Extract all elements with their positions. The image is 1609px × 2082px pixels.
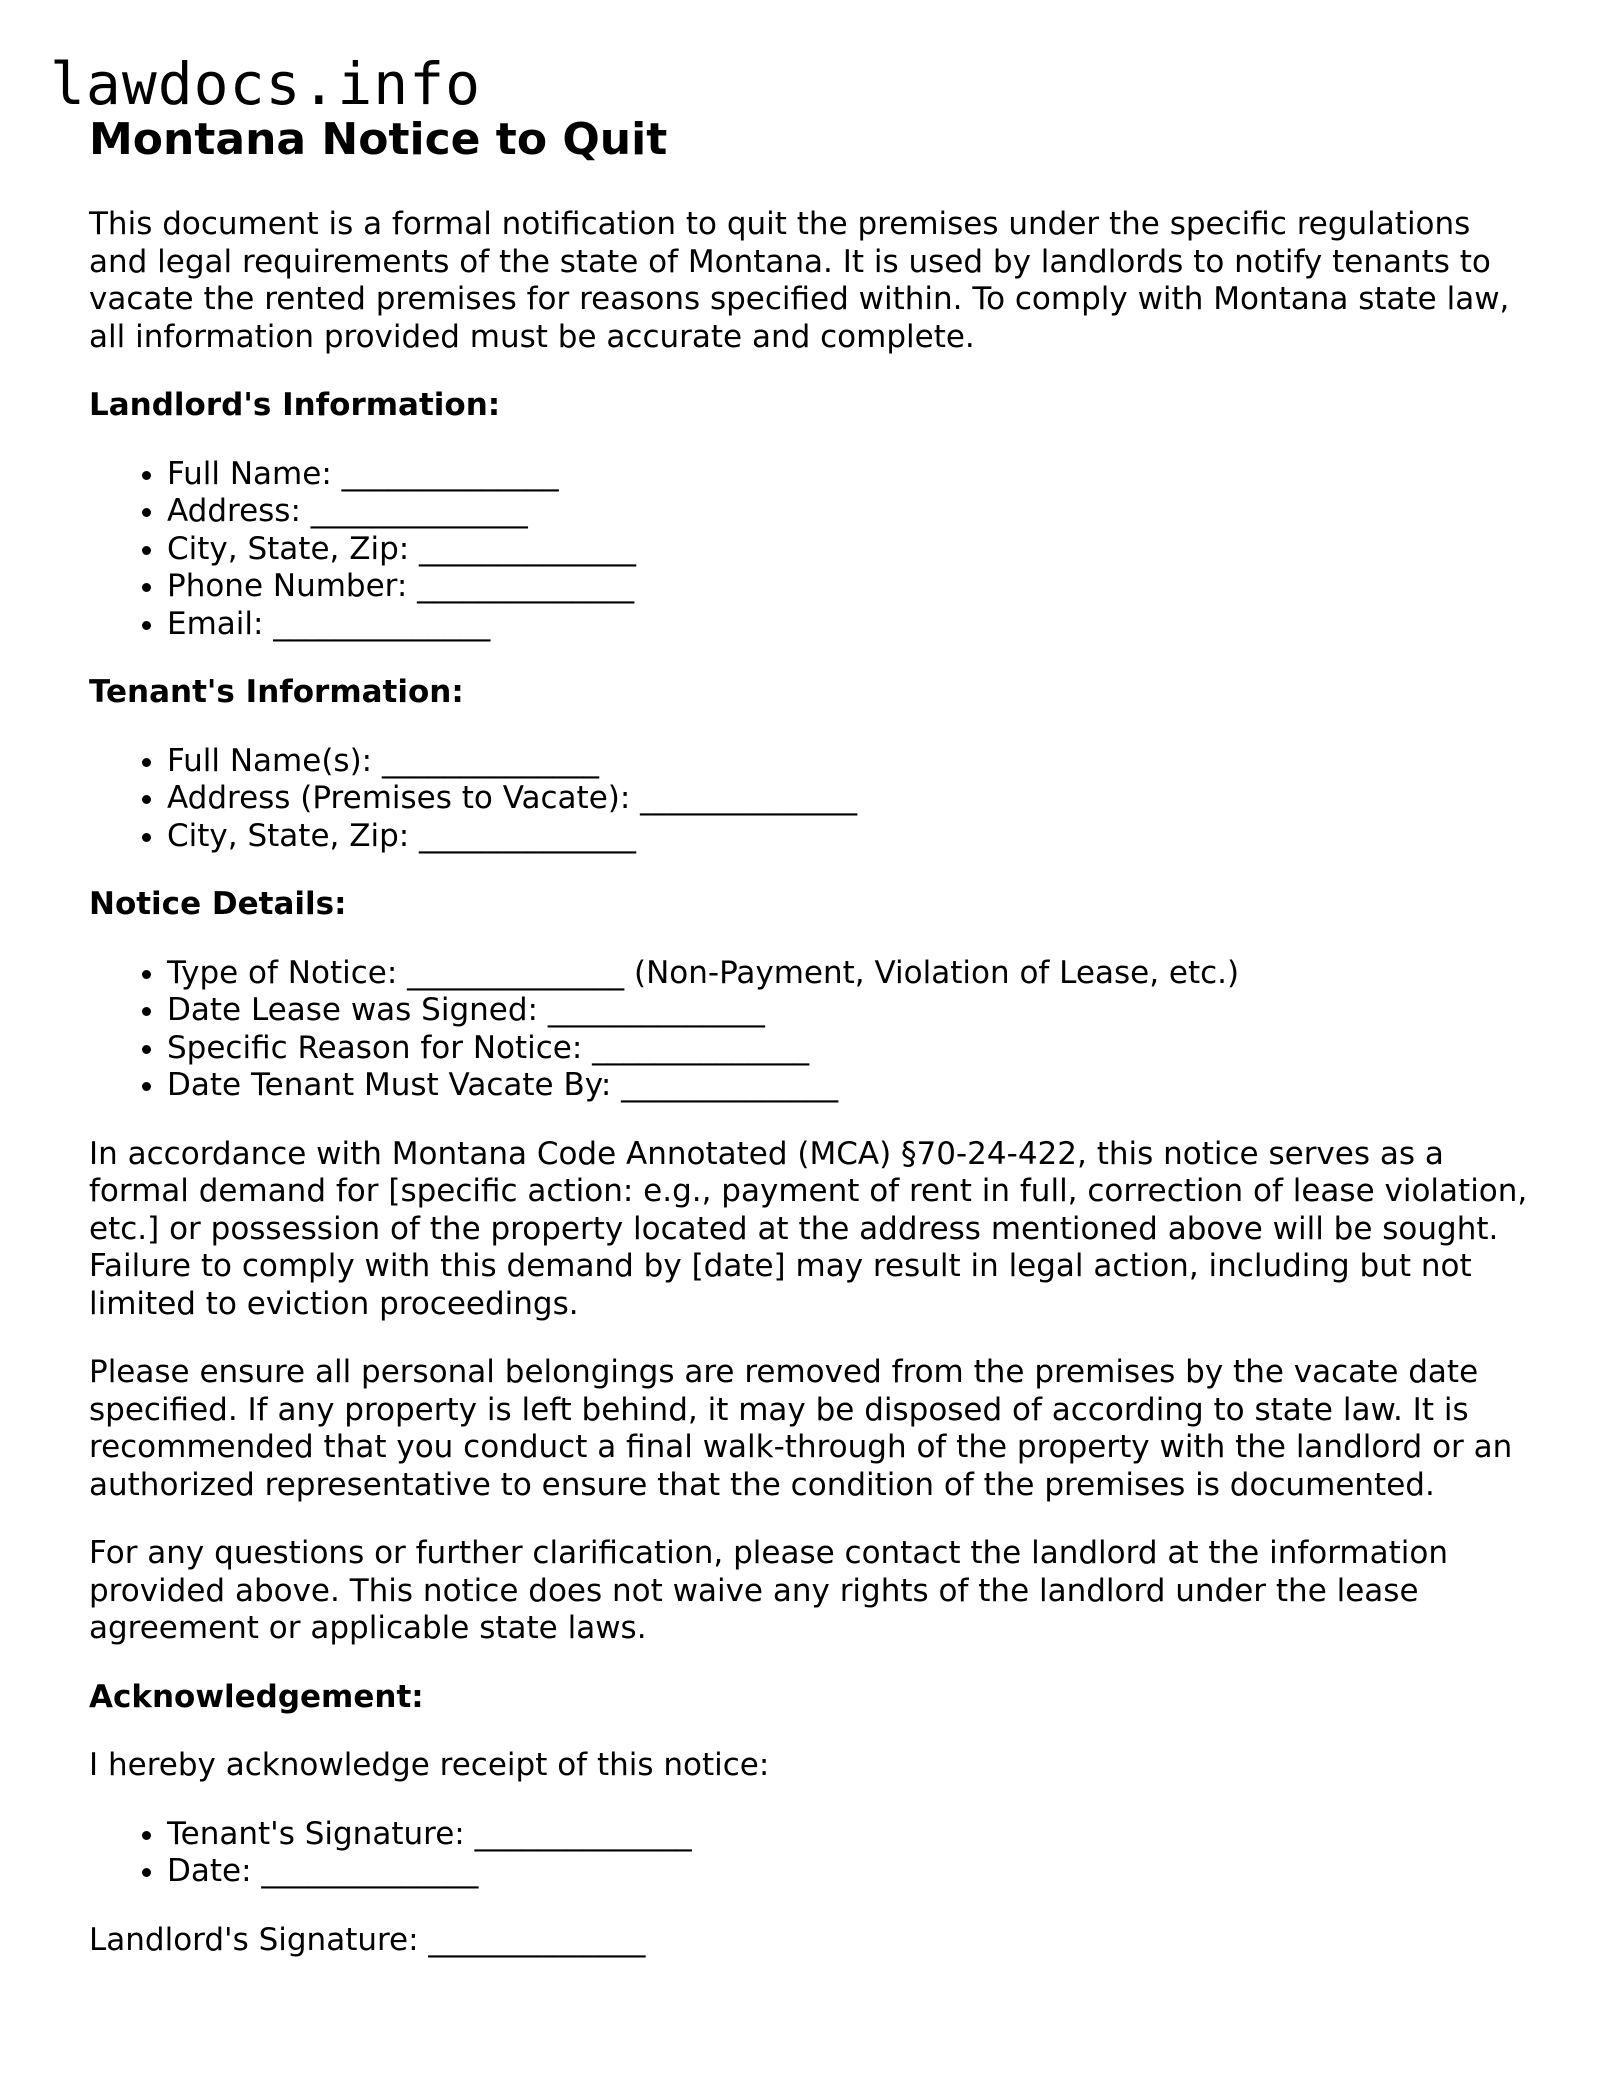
site-logo: lawdocs.info xyxy=(50,50,482,118)
notice-details-heading: Notice Details: xyxy=(89,886,347,922)
notice-type-field: • Type of Notice: ______________ (Non-Payment, Violation of Lease, etc.) xyxy=(167,955,1529,993)
document-page xyxy=(89,112,1529,1990)
tenant-city-state-zip-field: • City, State, Zip: ______________ xyxy=(167,818,1529,856)
lease-signed-date-field: • Date Lease was Signed: ______________ xyxy=(167,992,1529,1030)
acknowledgement-list xyxy=(89,1816,1529,1891)
tenant-signature-field: • Tenant's Signature: ______________ xyxy=(167,1816,1529,1854)
vacate-by-date-field: • Date Tenant Must Vacate By: ______________ xyxy=(167,1067,1529,1105)
landlord-phone-field: • Phone Number: ______________ xyxy=(167,568,1529,606)
landlord-email-field: • Email: ______________ xyxy=(167,606,1529,644)
belongings-paragraph: Please ensure all personal belongings are removed from the premises by the vacate date specified. If any property is left behind, it may be disposed of according to state law. It is recommended that you conduct a final walk-through of the property with the landlord or an authorized representative to ensure that the condition of the premises is documented. xyxy=(89,1354,1513,1503)
landlord-info-list xyxy=(89,456,1529,644)
landlord-city-state-zip-field: • City, State, Zip: ______________ xyxy=(167,531,1529,569)
acknowledgement-statement: I hereby acknowledge receipt of this notice: xyxy=(89,1747,770,1783)
tenant-premises-address-field: • Address (Premises to Vacate): ______________ xyxy=(167,780,1529,818)
landlord-info-heading: Landlord's Information: xyxy=(89,387,501,423)
acknowledgement-date-field: • Date: ______________ xyxy=(167,1853,1529,1891)
questions-paragraph: For any questions or further clarification, please contact the landlord at the information provided above. This notice does not waive any rights of the landlord under the lease agreement or applicable state laws. xyxy=(89,1535,1449,1646)
landlord-address-field: • Address: ______________ xyxy=(167,493,1529,531)
tenant-full-names-field: • Full Name(s): ______________ xyxy=(167,743,1529,781)
notice-reason-field: • Specific Reason for Notice: ______________ xyxy=(167,1030,1529,1068)
tenant-info-heading: Tenant's Information: xyxy=(89,674,464,710)
notice-details-list xyxy=(89,955,1529,1105)
landlord-signature-field: Landlord's Signature: ______________ xyxy=(89,1921,646,1958)
landlord-full-name-field: • Full Name: ______________ xyxy=(167,456,1529,494)
mca-demand-paragraph: In accordance with Montana Code Annotated (MCA) §70-24-422, this notice serves as a formal demand for [specific action: e.g., payment of rent in full, correction of lease violation, etc.] or possession of the property located at the address mentioned above will be sought. Failure to comply with this demand by [date] may result in legal action, including but not limited to eviction proceedings. xyxy=(89,1135,1528,1322)
intro-paragraph: This document is a formal notification to quit the premises under the specific regulations and legal requirements of the state of Montana. It is used by landlords to notify tenants to vacate the rented premises for reasons specified within. To comply with Montana state law, all information provided must be accurate and complete. xyxy=(89,206,1510,355)
acknowledgement-heading: Acknowledgement: xyxy=(89,1678,424,1715)
document-title: Montana Notice to Quit xyxy=(89,114,668,165)
tenant-info-list xyxy=(89,743,1529,856)
